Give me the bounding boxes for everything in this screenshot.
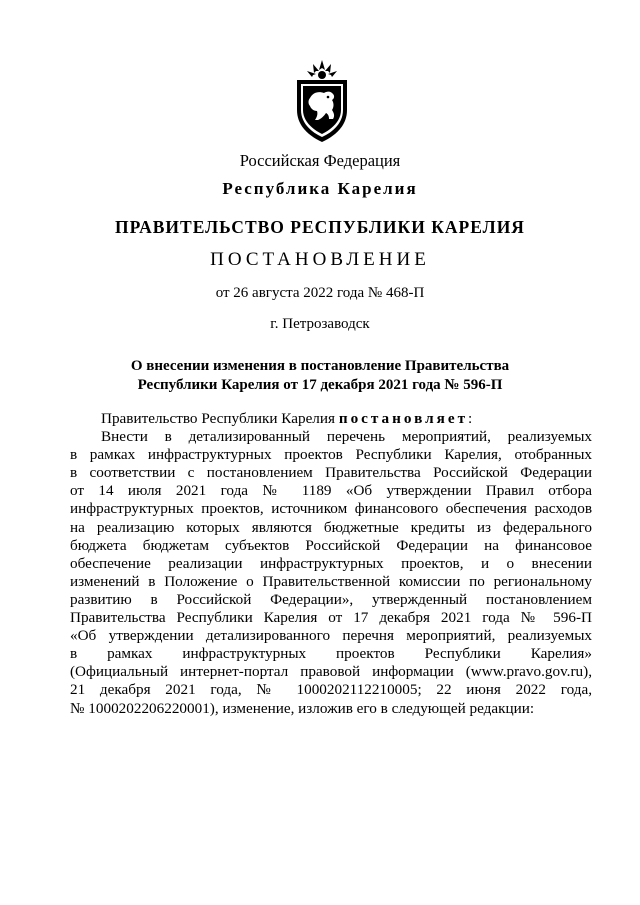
body-line: в рамках инфраструктурных проектов Республики Карелия, отобранных [70, 446, 592, 464]
body-line: Правительства Республики Карелия от 17 декабря 2021 года № 596-П [70, 609, 592, 627]
body-line: инфраструктурных проектов, источником финансового обеспечения расходов [70, 500, 592, 518]
document-title-line: Республики Карелия от 17 декабря 2021 года № 596-П [137, 377, 503, 393]
body-line: изменений в Положение о Правительственной комиссии по региональному [70, 572, 592, 590]
body-line: обеспечение реализации инфраструктурных проектов, и о внесении [70, 554, 592, 572]
government-name: ПРАВИТЕЛЬСТВО РЕСПУБЛИКИ КАРЕЛИЯ [115, 217, 525, 237]
body-line: бюджета бюджетам субъектов Российской Федерации на финансовое [70, 536, 592, 554]
document-title-line: О внесении изменения в постановление Правительства [130, 358, 510, 374]
body-line: Внести в детализированный перечень мероприятий, реализуемых [101, 428, 592, 446]
republic-name: Республика Карелия [222, 179, 418, 198]
body-line: № 1000202206220001), изменение, изложив его в следующей редакции: [70, 699, 535, 717]
body-line: (Официальный интернет-портал правовой информации (www.pravo.gov.ru), [70, 663, 592, 681]
intro-suffix: : [468, 410, 473, 427]
document-title [0, 357, 640, 395]
body-line: развитию в Российской Федерации», утвержденный постановлением [70, 590, 592, 608]
document-city: г. Петрозаводск [270, 316, 370, 332]
karelia-coat-of-arms-icon [291, 58, 353, 144]
intro-paragraph [70, 410, 592, 428]
body-line: в рамках инфраструктурных проектов Республики Карелия» [70, 645, 592, 663]
intro-verb: постановляет [338, 410, 469, 427]
body-line: в соответствии с постановлением Правительства Российской Федерации [70, 464, 592, 482]
document-body [70, 410, 592, 718]
body-line: на реализацию которых являются бюджетные кредиты из федерального [70, 518, 592, 536]
document-type: ПОСТАНОВЛЕНИЕ [210, 249, 430, 270]
body-line: 21 декабря 2021 года, № 1000202112210005; 22 июня 2022 года, [70, 681, 592, 699]
body-line: от 14 июля 2021 года № 1189 «Об утверждении Правил отбора [70, 482, 592, 500]
intro-prefix: Правительство Республики Карелия [101, 410, 339, 427]
country-name: Российская Федерация [239, 151, 401, 170]
document-date-number: от 26 августа 2022 года № 468-П [215, 285, 425, 301]
body-line: «Об утверждении детализированного перечня мероприятий, реализуемых [70, 627, 592, 645]
